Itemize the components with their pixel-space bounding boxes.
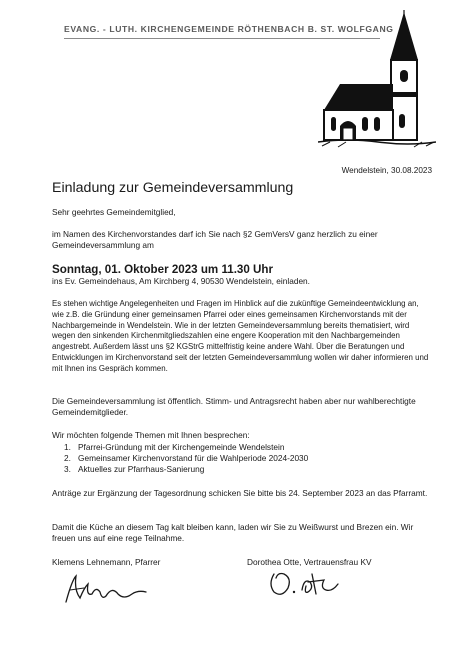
greeting-text: Sehr geehrtes Gemeindemitglied, xyxy=(52,207,176,217)
list-item-text: Gemeinsamer Kirchenvorstand für die Wahlperiode 2024-2030 xyxy=(78,453,309,464)
event-venue xyxy=(52,276,310,287)
public-note-text: Die Gemeindeversammlung ist öffentlich. Stimm- und Antragsrecht haben aber nur wahlberechtigte Gemeindemitglieder. xyxy=(52,396,416,418)
list-item-text: Pfarrei-Gründung mit der Kirchengemeinde Wendelstein xyxy=(78,442,285,452)
greeting xyxy=(52,207,176,218)
church-icon xyxy=(318,10,436,160)
intro-text: im Namen des Kirchenvorstandes darf ich Sie nach §2 GemVersV ganz herzlich zu einer Gemeindeversammlung am xyxy=(52,229,378,251)
right-signer-name: Dorothea Otte, Vertrauensfrau KV xyxy=(247,557,372,567)
place-date: Wendelstein, 30.08.2023 xyxy=(341,166,432,175)
kitchen-note-text: Damit die Küche an diesem Tag kalt bleiben kann, laden wir Sie zu Weißwurst und Brezen ein. Wir freuen uns auf eine rege Teilnahme. xyxy=(52,522,414,544)
list-item xyxy=(52,442,308,453)
topics-intro-text: Wir möchten folgende Themen mit Ihnen besprechen: xyxy=(52,430,250,440)
parish-letterhead: EVANG. - LUTH. KIRCHENGEMEINDE RÖTHENBACH B. ST. WOLFGANG xyxy=(64,24,394,34)
list-item-number: 1. xyxy=(64,442,71,452)
public-note-paragraph xyxy=(52,396,432,418)
left-signer-name: Klemens Lehnemann, Pfarrer xyxy=(52,557,161,567)
list-item xyxy=(52,464,308,475)
event-date: Sonntag, 01. Oktober 2023 um 11.30 Uhr xyxy=(52,263,274,276)
agenda-note-text: Anträge zur Ergänzung der Tagesordnung schicken Sie bitte bis 24. September 2023 an das Pfarramt. xyxy=(52,488,428,498)
topics-list xyxy=(52,442,308,476)
agenda-note-paragraph xyxy=(52,488,432,499)
list-item-number: 2. xyxy=(64,453,71,464)
kitchen-note-paragraph xyxy=(52,522,432,544)
list-item-text: Aktuelles zur Pfarrhaus-Sanierung xyxy=(78,464,205,475)
explanation-paragraph xyxy=(52,299,432,375)
letter-title: Einladung zur Gemeindeversammlung xyxy=(52,180,294,196)
left-signature-icon xyxy=(62,572,148,606)
intro-paragraph xyxy=(52,229,432,251)
list-item xyxy=(52,453,308,464)
list-item-number: 3. xyxy=(64,464,71,475)
topics-intro xyxy=(52,430,250,441)
right-signature-icon xyxy=(268,568,342,598)
explanation-text: Es stehen wichtige Angelegenheiten und Fragen im Hinblick auf die zukünftige Gemeindeentwicklung an, wie z.B. die Gründung einer gemeinsamen Pfarrei oder eines gemeinsamen Kirchenvorstands mit der Nachbargemeinde in Wendelstein. Wie in der letzten Gemeindeversammlung bereits thematisiert, wird wegen den sinkenden Kirchenmitgliedszahlen eine engere Kooperation mit den Nachbargemeinden angestrebt. Außerdem lässt uns §2 KGStrG mittelfristig keine andere Wahl. Über die Beratungen und Entwicklungen im Kirchenvorstand seit der letzten Gemeindeversammlung wollen wir daher informieren und mit Ihnen ins Gespräch kommen. xyxy=(52,299,429,373)
event-venue-text: ins Ev. Gemeindehaus, Am Kirchberg 4, 90530 Wendelstein, einladen. xyxy=(52,276,310,286)
